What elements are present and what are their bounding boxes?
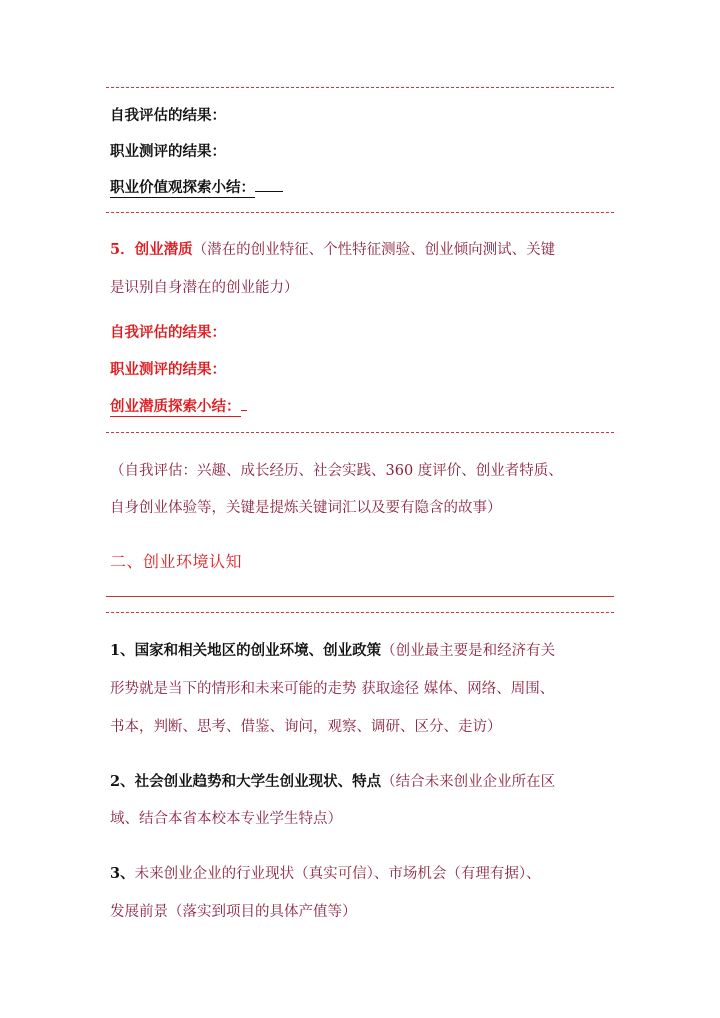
section5-title: 5．创业潜质 [110,241,193,258]
divider-section5-bottom [106,432,614,433]
item1-line1 [110,641,555,661]
career-test-label [110,142,226,162]
section5-note-line1: （潜在的创业特征、个性特征测验、创业倾向测试、关键 [192,242,556,258]
item2-line2 [110,809,342,829]
self-assessment-label [110,106,226,126]
divider-part2 [106,612,614,613]
section5-summary-text: 创业潜质探索小结： [110,398,241,415]
heading-rule [106,596,614,597]
item1-note-line3: 书本，判断、思考、借鉴、询问，观察、调研、区分、走访） [110,719,502,735]
item3-line1 [110,864,541,884]
section5-title-line1 [110,240,555,260]
section5-title-line2 [110,278,299,298]
item3-number: 3、 [110,865,135,882]
part2-heading-text: 二、创业环境认知 [110,552,243,571]
item1-note-line1: （创业最主要是和经济有关 [381,643,556,659]
assessment-note-line2 [110,498,502,518]
item2-line1 [110,772,555,792]
section5-career-test-text: 职业测评的结果： [110,361,226,378]
assessment-note-text2: 自身创业体验等，关键是提炼关键词汇以及要有隐含的故事） [110,500,502,516]
section5-self-assessment-label [110,323,226,343]
assessment-note-line1 [110,461,563,481]
section5-summary-label [110,397,247,417]
self-assessment-text: 自我评估的结果： [110,107,226,124]
assessment-note-text1: （自我评估：兴趣、成长经历、社会实践、360 度评价、创业者特质、 [110,463,563,479]
career-values-summary-label [110,178,283,198]
section5-career-test-label [110,360,226,380]
item2-note-line1: （结合未来创业企业所在区 [381,774,556,790]
item1-line2 [110,679,554,699]
item2-title: 2、社会创业趋势和大学生创业现状、特点 [110,773,382,790]
divider-section5-top [106,212,614,213]
item3-text-line1: 未来创业企业的行业现状（真实可信）、市场机会（有理有据）、 [134,866,541,882]
item3-text-line2: 发展前景（落实到项目的具体产值等） [110,904,357,920]
item1-note-line2: 形势就是当下的情形和未来可能的走势 获取途径 媒体、网络、周围、 [110,681,555,697]
item1-title: 1、国家和相关地区的创业环境、创业政策 [110,642,382,659]
section5-self-assessment-text: 自我评估的结果： [110,324,226,341]
item2-note-line2: 域、结合本省本校本专业学生特点） [110,811,342,827]
career-values-summary-text: 职业价值观探索小结： [110,179,255,196]
career-test-text: 职业测评的结果： [110,143,226,160]
item3-line2 [110,902,357,922]
part2-heading [110,552,242,572]
divider-top [106,87,614,88]
item1-line3 [110,717,502,737]
section5-note-line2: 是识别自身潜在的创业能力） [110,280,299,296]
